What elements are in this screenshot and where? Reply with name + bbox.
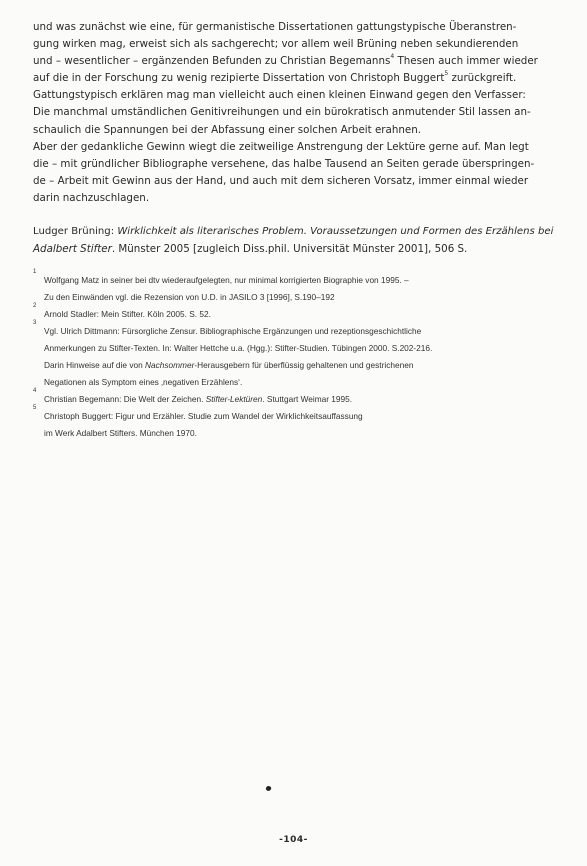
text-line (33, 53, 557, 70)
footnote-line: Wolfgang Matz in seiner bei dtv wiederaufgelegten, nur minimal korrigierten Biographie von 1995. – (44, 275, 409, 285)
footnote-line: Negationen als Symptom eines ‚negativen Erzählens‘. (44, 377, 243, 387)
text-line: und was zunächst wie eine, für germanistische Dissertationen gattungstypische Überanstren- (33, 21, 517, 33)
citation-title: Adalbert Stifter (33, 242, 112, 255)
footnote-ref-4: 4 (390, 53, 395, 61)
text-span: zurückgreift. (451, 72, 517, 85)
footnote-2 (33, 303, 557, 323)
citation-author: Ludger Brüning: (33, 226, 115, 237)
text-line: gung wirken mag, erweist sich als sachgerecht; vor allem weil Brüning neben sekundierenden (33, 38, 519, 51)
footnote-number: 4 (33, 388, 37, 394)
footnote-line: im Werk Adalbert Stifters. München 1970. (44, 428, 197, 438)
footnote-ref-5: 5 (444, 70, 449, 78)
footnote-number: 2 (33, 303, 37, 309)
italic-title: Stifter-Lektüren (205, 394, 263, 404)
footnote-4 (33, 388, 557, 408)
text-line (33, 70, 557, 87)
footnote-number: 1 (33, 269, 37, 275)
text-span: auf die in der Forschung zu wenig rezipierte Dissertation von Christoph Buggert (33, 72, 445, 85)
footnote-line: Arnold Stadler: Mein Stifter. Köln 2005. S. 52. (44, 309, 211, 319)
footnote-3 (33, 320, 557, 391)
text-line: die – mit gründlicher Bibliographe versehene, das halbe Tausend an Seiten gerade überspringen- (33, 157, 535, 170)
footnote-line: Zu den Einwänden vgl. die Rezension von U.D. in JASILO 3 [1996], S.190–192 (44, 292, 335, 302)
text-span: Darin Hinweise auf die von (44, 360, 145, 370)
citation-details: . Münster 2005 [zugleich Diss.phil. Universität Münster 2001], 506 S. (111, 242, 468, 255)
text-span: Thesen auch immer wieder (397, 55, 538, 68)
citation-line (33, 241, 557, 259)
text-span: -Herausgebern für überflüssig gehaltenen und gestrichenen (194, 360, 414, 370)
text-line: schaulich die Spannungen bei der Abfassung einer solchen Arbeit erahnen. (33, 123, 422, 136)
citation-title: Wirklichkeit als literarisches Problem. Voraussetzungen und Formen des Erzählens bei (117, 226, 554, 237)
footnote-line: Christoph Buggert: Figur und Erzähler. Studie zum Wandel der Wirklichkeitsauffassung (44, 411, 363, 421)
text-line: de – Arbeit mit Gewinn aus der Hand, und auch mit dem sicheren Vorsatz, immer einmal wieder (33, 174, 529, 187)
footnote-line (44, 357, 557, 374)
footnote-number: 3 (33, 320, 37, 326)
ink-blot (265, 785, 272, 792)
text-line: Gattungstypisch erklären mag man vielleicht auch einen kleinen Einwand gegen den Verfasser: (33, 89, 526, 102)
footnote-line: Anmerkungen zu Stifter-Texten. In: Walter Hettche u.a. (Hgg.): Stifter-Studien. Tübingen 2000. S.202-216. (44, 343, 433, 353)
review-citation (33, 223, 557, 258)
footnote-line: Vgl. Ulrich Dittmann: Fürsorgliche Zensur. Bibliographische Ergänzungen und rezeptionsgeschichtliche (44, 326, 422, 336)
footnote-line (44, 391, 557, 408)
footnote-5 (33, 405, 557, 442)
text-span: . Stuttgart Weimar 1995. (262, 394, 353, 404)
text-line: Die manchmal umständlichen Genitivreihungen und ein bürokratisch anmutender Stil lassen an- (33, 106, 531, 119)
footnote-1 (33, 269, 557, 306)
page-number: -104- (279, 835, 308, 845)
review-body-text (33, 19, 557, 207)
footnotes (33, 269, 557, 442)
text-span: Christian Begemann: Die Welt der Zeichen. (44, 394, 206, 404)
italic-title: Nachsommer (145, 360, 195, 370)
footnote-number: 5 (33, 405, 37, 411)
citation-line (33, 223, 557, 241)
text-span: und – wesentlicher – ergänzenden Befunden zu Christian Begemanns (33, 55, 391, 68)
text-line: Aber der gedankliche Gewinn wiegt die zeitweilige Anstrengung der Lektüre gerne auf. Man legt (33, 140, 529, 153)
text-line: darin nachzuschlagen. (33, 191, 150, 204)
